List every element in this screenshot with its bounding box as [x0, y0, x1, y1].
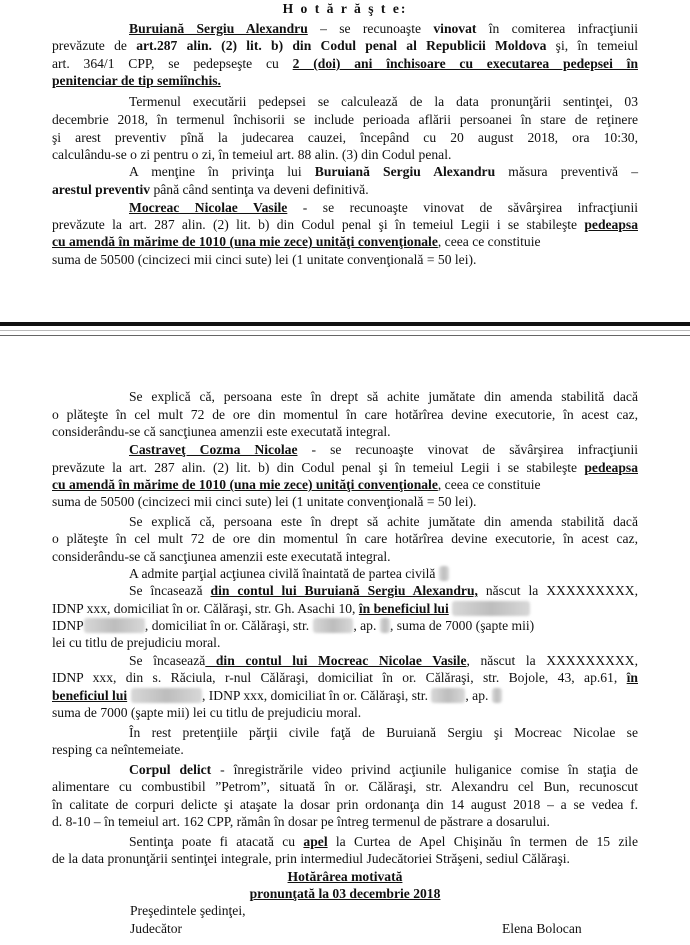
paragraph-line: de la data pronunţării sentinţei integrale, prin intermediul Judecătoriei Străşeni, sediul Călăraşi.	[52, 851, 570, 866]
paragraph-line: Se explică că, persoana este în drept să achite jumătate din amenda stabilită dacă	[129, 389, 638, 404]
paragraph-line: considerându-se că sancţiunea amenzii este executată integral.	[52, 424, 391, 439]
document-page-2	[0, 336, 690, 945]
paragraph-line: IDNP xxx, din s. Răciula, r-nul Călăraşi, domiciliat în or. Călăraşi, str. Bojole, 43, ap.61, în	[52, 670, 638, 685]
redacted-text	[492, 688, 502, 703]
sentence-text: 2 (doi) ani închisoare cu executarea pedepsei în	[292, 56, 638, 71]
paragraph-line: suma de 50500 (cincizeci mii cinci sute) lei (1 unitate convenţională = 50 lei).	[52, 252, 477, 267]
paragraph-line: o plăteşte în cel mult 72 de ore din momentul în care hotărîrea devine executorie, în acest caz,	[52, 407, 638, 422]
paragraph-line: alimentare cu combustibil ”Petrom”, situată în or. Călăraşi, str. Alexandru cel Bun, recunoscut	[52, 779, 638, 794]
redacted-text	[452, 601, 530, 616]
paragraph-line: resping ca neîntemeiate.	[52, 742, 184, 757]
paragraph-line: Se încasează din contul lui Buruiană Sergiu Alexandru, născut la XXXXXXXXX,	[129, 583, 638, 598]
paragraph-line: Termenul executării pedepsei se calculează de la data pronunţării sentinţei, 03	[129, 94, 638, 109]
decision-heading: H o t ă r ă ş t e:	[282, 1, 408, 16]
redacted-text	[84, 618, 145, 633]
paragraph-line: Mocreac Nicolae Vasile - se recunoaşte vinovat de săvârşirea infracţiunii	[129, 200, 638, 215]
paragraph-line: IDNP , domiciliat în or. Călăraşi, str. , ap. , suma de 7000 (şapte mii)	[52, 618, 535, 633]
paragraph-line: arestul preventiv până când sentinţa va deveni definitivă.	[52, 182, 369, 197]
redacted-text	[431, 688, 465, 703]
paragraph-line: cu amendă în mărime de 1010 (una mie zece) unităţi convenţionale, ceea ce constituie	[52, 234, 541, 249]
paragraph-line: În rest pretenţiile părţii civile faţă de Buruiană Sergiu şi Mocreac Nicolae se	[129, 725, 638, 740]
paragraph-line: A admite parţial acţiunea civilă înaintată de partea civilă	[52, 565, 638, 582]
paragraph-line: suma de 50500 (cincizeci mii cinci sute) lei (1 unitate convenţională = 50 lei).	[52, 494, 477, 509]
defendant-name: Castraveţ Cozma Nicolae	[129, 442, 298, 457]
paragraph-line: IDNP xxx, domiciliat în or. Călăraşi, str. Gh. Asachi 10, în beneficiul lui	[52, 600, 638, 617]
redacted-text	[131, 688, 202, 703]
presiding-label: Preşedintele şedinţei,	[130, 903, 246, 918]
paragraph-line: prevăzute la art. 287 alin. (2) lit. b) din Codul penal şi în temeiul Legii i se stabileşte pedeapsa	[52, 460, 638, 475]
defendant-name: Buruiană Sergiu Alexandru	[129, 21, 308, 36]
paragraph-line: Castraveţ Cozma Nicolae - se recunoaşte vinovat de săvârşirea infracţiunii	[129, 442, 638, 457]
motivated-decision-title: Hotărârea motivată	[287, 869, 403, 884]
paragraph-line: şi arest preventiv pînă la judecarea cauzei, începând cu 20 august 2018, ora 10:30,	[52, 130, 638, 145]
paragraph-line: calculându-se o zi pentru o zi, în temeiul art. 88 alin. (3) din Codul penal.	[52, 147, 452, 162]
paragraph-line: o plăteşte în cel mult 72 de ore din momentul în care hotărîrea devine executorie, în acest caz,	[52, 531, 638, 546]
pronounced-date: pronunţată la 03 decembrie 2018	[249, 886, 441, 901]
document-page-1	[0, 0, 690, 322]
paragraph-line: în calitate de corpuri delicte şi ataşate la dosar prin ordonanţa din 14 august 2018 – a se vedea f.	[52, 797, 638, 812]
paragraph-line: Sentinţa poate fi atacată cu apel la Curtea de Apel Chişinău în termen de 15 zile	[129, 834, 638, 849]
law-reference: art.287 alin. (2) lit. b) din Codul penal al Republicii Moldova	[136, 38, 547, 53]
judge-name: Elena Bolocan	[502, 921, 582, 936]
redacted-text	[313, 618, 354, 633]
paragraph-line: d. 8-10 – în temeiul art. 162 CPP, rămân în dosar pe întreg termenul de păstrare a dosarului.	[52, 814, 550, 829]
page-break	[0, 322, 690, 336]
paragraph-line: penitenciar de tip semiînchis.	[52, 73, 221, 88]
defendant-name: Mocreac Nicolae Vasile	[129, 200, 288, 215]
corpus-delicti-label: Corpul delict	[129, 762, 212, 777]
redacted-text	[380, 618, 390, 633]
paragraph-line: cu amendă în mărime de 1010 (una mie zece) unităţi convenţionale, ceea ce constituie	[52, 477, 541, 492]
paragraph-line: considerându-se că sancţiunea amenzii este executată integral.	[52, 549, 391, 564]
paragraph-line: Corpul delict - înregistrările video privind acţiunile huliganice comise în staţia de	[129, 762, 638, 777]
paragraph-line: A menţine în privinţa lui Buruiană Sergiu Alexandru măsura preventivă –	[129, 164, 638, 179]
paragraph-line: beneficiul lui , IDNP xxx, domiciliat în or. Călăraşi, str. , ap.	[52, 687, 638, 704]
paragraph-line: lei cu titlu de prejudiciu moral.	[52, 635, 221, 650]
judge-label: Judecător	[130, 921, 183, 936]
paragraph-line: decembrie 2018, în termenul închisorii se include perioada aflării persoanei în stare de reţinere	[52, 112, 638, 127]
paragraph-line: prevăzute la art. 287 alin. (2) lit. b) din Codul penal şi în temeiul Legii i se stabileşte pedeapsa	[52, 217, 638, 232]
paragraph-line: Se explică că, persoana este în drept să achite jumătate din amenda stabilită dacă	[129, 514, 638, 529]
paragraph-line: prevăzute de art.287 alin. (2) lit. b) din Codul penal al Republicii Moldova şi, în temeiul	[52, 38, 638, 53]
paragraph-line: Se încasează din contul lui Mocreac Nicolae Vasile, născut la XXXXXXXXX,	[129, 653, 638, 668]
paragraph-line: suma de 7000 (şapte mii) lei cu titlu de prejudiciu moral.	[52, 705, 362, 720]
paragraph-line: Buruiană Sergiu Alexandru – se recunoaşte vinovat în comiterea infracţiunii	[129, 21, 638, 36]
redacted-text	[439, 566, 449, 581]
paragraph-line: art. 364/1 CPP, se pedepseşte cu 2 (doi) ani închisoare cu executarea pedepsei în	[52, 56, 638, 71]
